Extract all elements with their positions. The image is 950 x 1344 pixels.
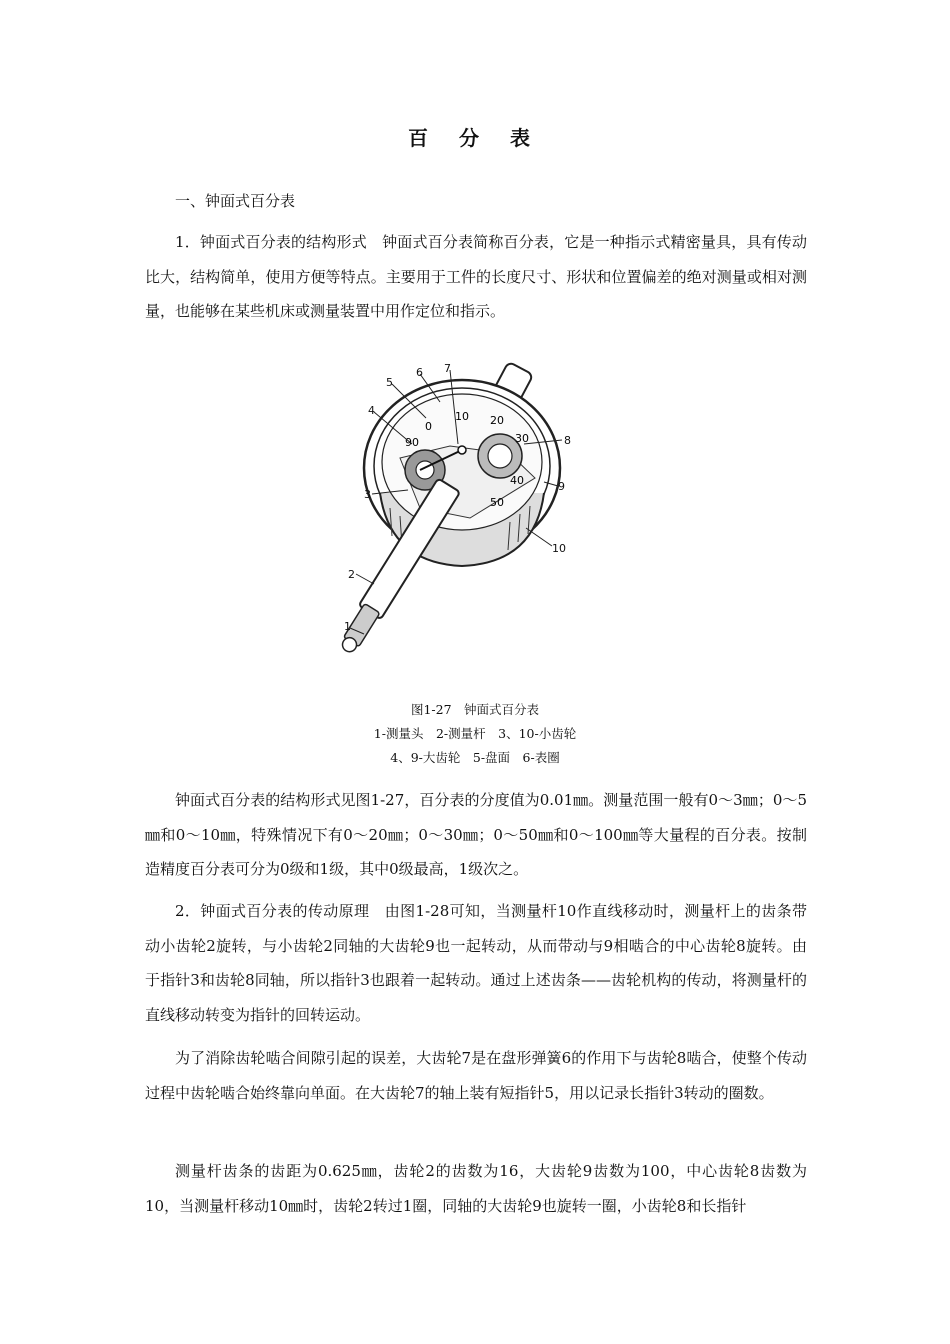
dial-indicator-figure (330, 358, 590, 658)
dial-number: 20 (490, 414, 504, 427)
callout-label: 4 (368, 404, 375, 417)
callout-label: 7 (444, 362, 451, 375)
dial-number: 90 (405, 436, 419, 449)
paragraph-transmission-principle: 2．钟面式百分表的传动原理 由图1-28可知，当测量杆10作直线移动时，测量杆上的齿条带动小齿轮2旋转，与小齿轮2同轴的大齿轮9也一起转动，从而带动与9相啮合的中心齿轮8旋转。由于指针3和齿轮8同轴，所以指针3也跟着一起转动。通过上述齿条——齿轮机构的传动，将测量杆的直线移动转变为指针的回转运动。 (145, 902, 807, 1024)
dial-number: 40 (510, 474, 524, 487)
callout-label: 10 (552, 542, 566, 555)
paragraph-specifications: 钟面式百分表的结构形式见图1-27，百分表的分度值为0.01㎜。测量范围一般有0～3㎜；0～5㎜和0～10㎜，特殊情况下有0～20㎜；0～30㎜；0～50㎜和0～100㎜等大量程的百分表。按制造精度百分表可分为0级和1级，其中0级最高，1级次之。 (145, 791, 807, 878)
pointer-pivot (458, 446, 466, 454)
section-heading: 一、钟面式百分表 (175, 192, 296, 210)
dial-number: 10 (455, 410, 469, 423)
callout-label: 5 (386, 376, 393, 389)
figure-caption-title: 图1-27 钟面式百分表 (410, 702, 540, 717)
paragraph-gear-backlash: 为了消除齿轮啮合间隙引起的误差，大齿轮7是在盘形弹簧6的作用下与齿轮8啮合，使整个传动过程中齿轮啮合始终靠向单面。在大齿轮7的轴上装有短指针5，用以记录长指针3转动的圈数。 (145, 1049, 807, 1102)
dial-number: 50 (490, 496, 504, 509)
callout-label: 3 (364, 488, 371, 501)
callout-label: 6 (416, 366, 423, 379)
dial-number: 0 (425, 420, 432, 433)
gear-hub (488, 444, 512, 468)
dial-indicator-illustration (330, 358, 590, 658)
figure-caption-legend-1: 1-测量头 2-测量杆 3、10-小齿轮 (373, 726, 577, 741)
callout-label: 2 (348, 568, 355, 581)
page-title: 百 分 表 (408, 126, 542, 150)
callout-label: 9 (558, 480, 565, 493)
callout-label: 8 (564, 434, 571, 447)
dial-number: 30 (515, 432, 529, 445)
figure-caption-legend-2: 4、9-大齿轮 5-盘面 6-表圈 (390, 750, 560, 765)
paragraph-structure: 1．钟面式百分表的结构形式 钟面式百分表简称百分表，它是一种指示式精密量具，具有传动比大，结构简单，使用方便等特点。主要用于工件的长度尺寸、形状和位置偏差的绝对测量或相对测量，也能够在某些机床或测量装置中用作定位和指示。 (145, 233, 807, 320)
paragraph-gear-ratio: 测量杆齿条的齿距为0.625㎜，齿轮2的齿数为16，大齿轮9齿数为100，中心齿轮8齿数为10，当测量杆移动10㎜时，齿轮2转过1圈，同轴的大齿轮9也旋转一圈，小齿轮8和长指针 (145, 1162, 807, 1215)
callout-label: 1 (344, 620, 351, 633)
